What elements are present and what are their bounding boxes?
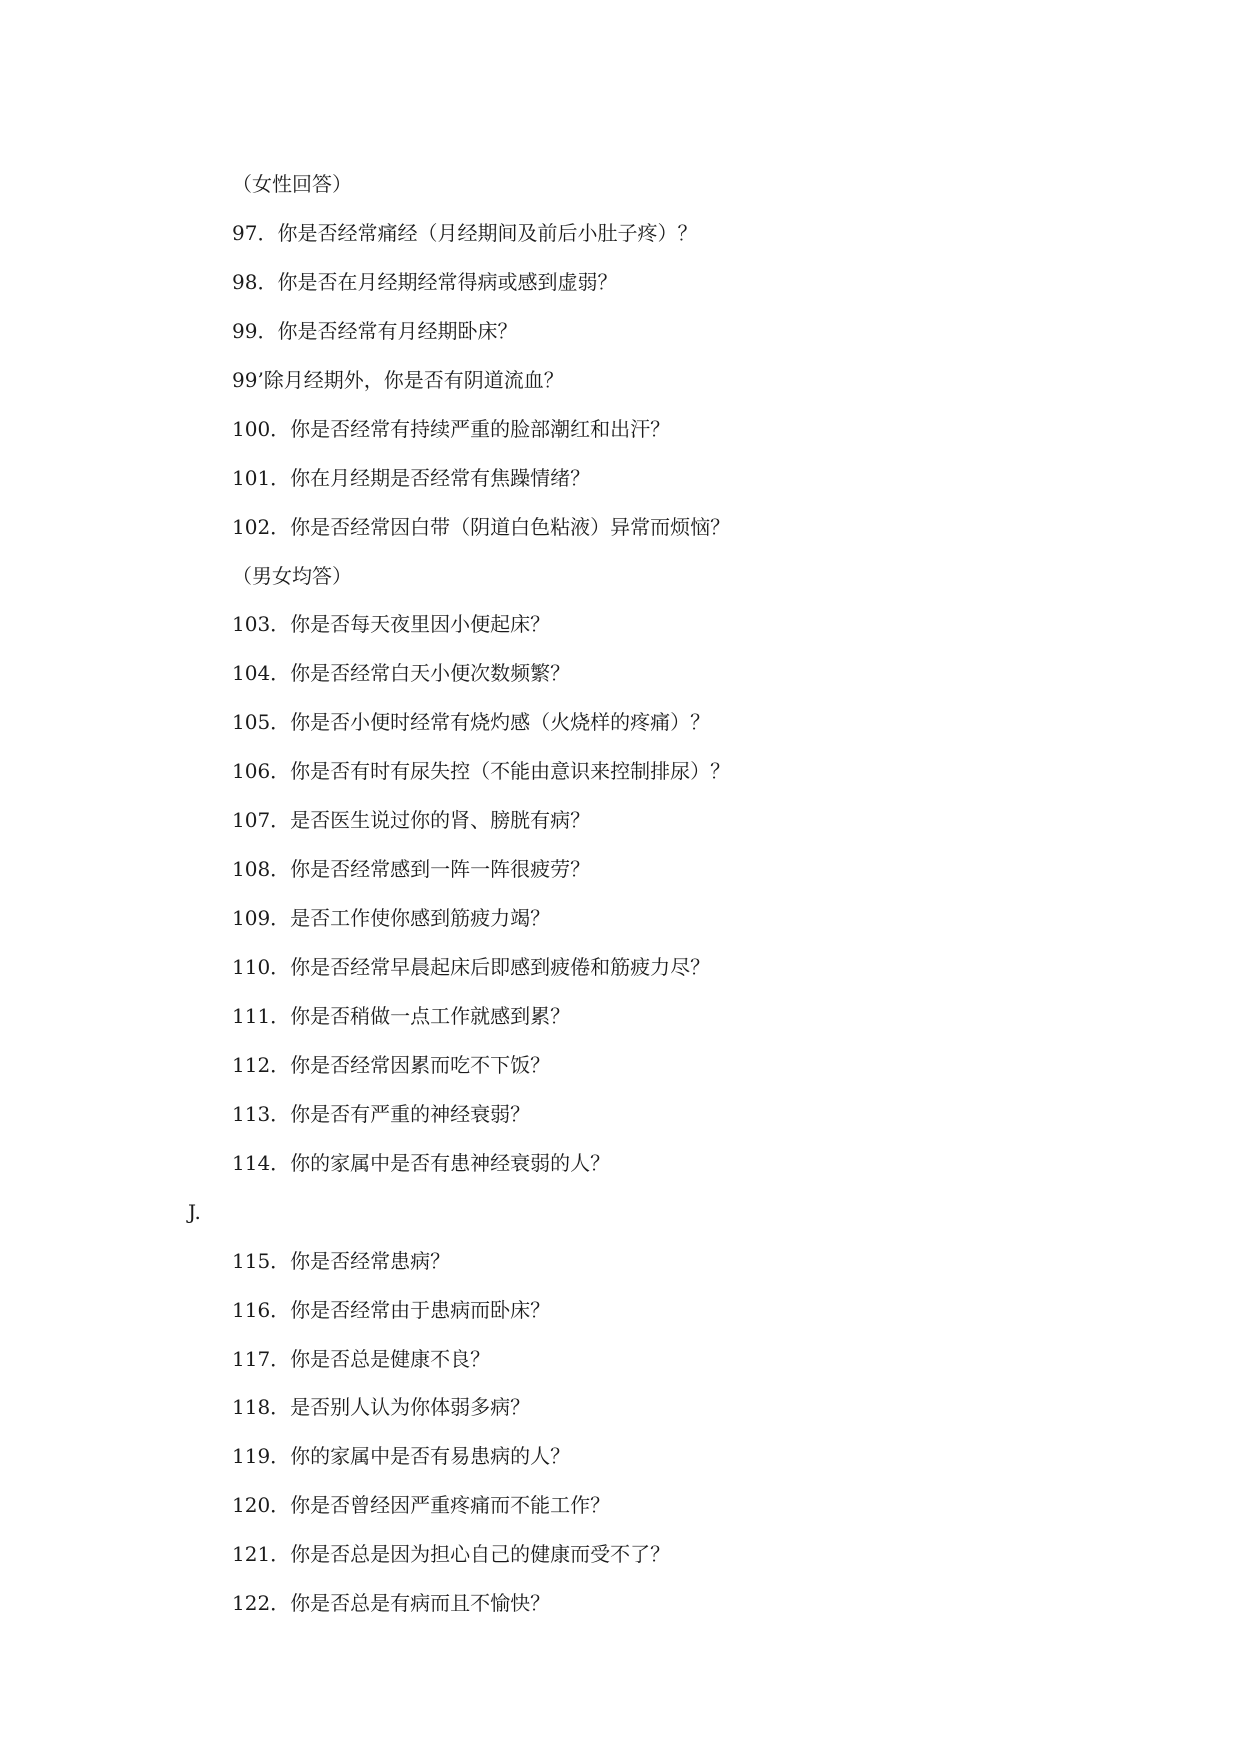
document-content: [0, 160, 1241, 1628]
question-99-prime: 99’除月经期外，你是否有阴道流血？: [232, 367, 564, 392]
section-note-female: （女性回答）: [232, 172, 352, 196]
question-120: 120．你是否曾经因严重疼痛而不能工作？: [232, 1493, 611, 1518]
question-103: 103．你是否每天夜里因小便起床？: [232, 612, 551, 637]
question-105: 105．你是否小便时经常有烧灼感（火烧样的疼痛）？: [232, 710, 711, 735]
question-115: 115．你是否经常患病？: [232, 1248, 451, 1273]
question-99: 99．你是否经常有月经期卧床？: [232, 318, 518, 343]
question-101: 101．你在月经期是否经常有焦躁情绪？: [232, 465, 591, 490]
question-114: 114．你的家属中是否有患神经衰弱的人？: [232, 1150, 611, 1175]
question-112: 112．你是否经常因累而吃不下饭？: [232, 1052, 551, 1077]
question-109: 109．是否工作使你感到筋疲力竭？: [232, 906, 551, 931]
question-107: 107．是否医生说过你的肾、膀胱有病？: [232, 808, 591, 833]
question-110: 110．你是否经常早晨起床后即感到疲倦和筋疲力尽？: [232, 955, 711, 979]
question-97: 97．你是否经常痛经（月经期间及前后小肚子疼）？: [232, 220, 698, 245]
question-100: 100．你是否经常有持续严重的脸部潮红和出汗？: [232, 416, 671, 441]
question-106: 106．你是否有时有尿失控（不能由意识来控制排尿）？: [232, 759, 731, 784]
question-118: 118．是否别人认为你体弱多病？: [232, 1395, 531, 1420]
question-102: 102．你是否经常因白带（阴道白色粘液）异常而烦恼？: [232, 514, 731, 539]
question-104: 104．你是否经常白天小便次数频繁？: [232, 661, 571, 686]
section-letter-j: J.: [188, 1199, 201, 1224]
question-116: 116．你是否经常由于患病而卧床？: [232, 1297, 551, 1322]
question-113: 113．你是否有严重的神经衰弱？: [232, 1101, 531, 1126]
section-note-all: （男女均答）: [232, 563, 352, 588]
question-117: 117．你是否总是健康不良？: [232, 1346, 491, 1371]
question-119: 119．你的家属中是否有易患病的人？: [232, 1444, 571, 1469]
question-121: 121．你是否总是因为担心自己的健康而受不了？: [232, 1542, 671, 1567]
question-108: 108．你是否经常感到一阵一阵很疲劳？: [232, 857, 591, 882]
question-111: 111．你是否稍做一点工作就感到累？: [232, 1003, 571, 1028]
question-122: 122．你是否总是有病而且不愉快？: [232, 1591, 551, 1616]
question-98: 98．你是否在月经期经常得病或感到虚弱？: [232, 269, 618, 294]
